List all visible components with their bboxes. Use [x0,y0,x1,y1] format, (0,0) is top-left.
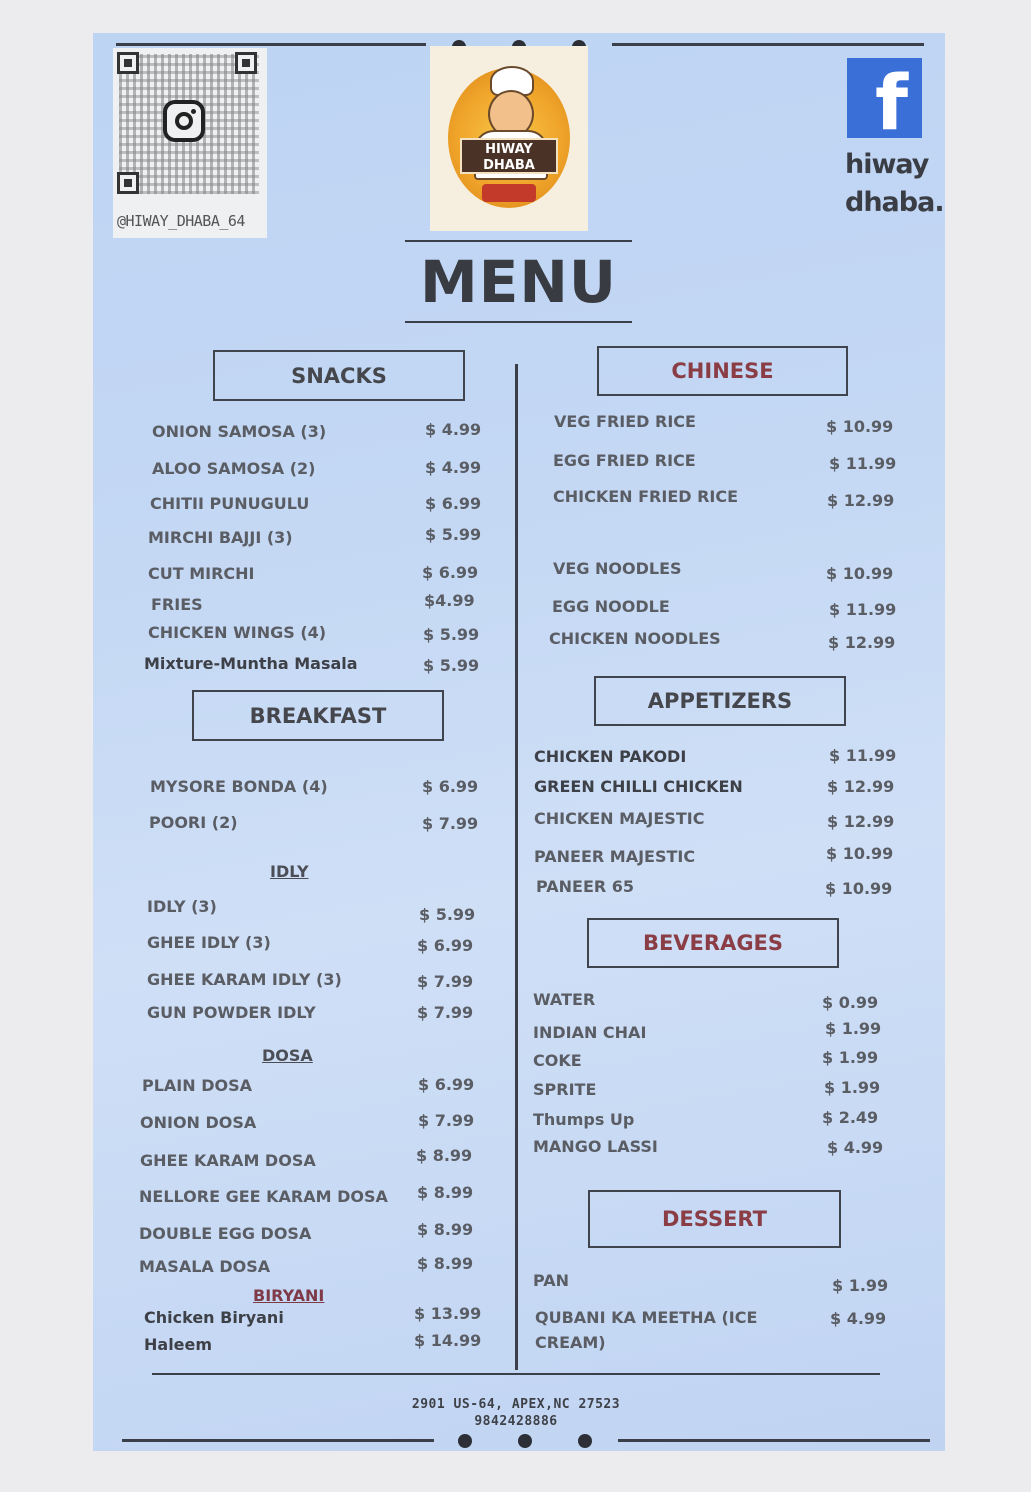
bottom-rule-right [618,1439,930,1442]
menu-item-name: CHICKEN MAJESTIC [534,809,705,828]
menu-item-name: PLAIN DOSA [142,1076,253,1095]
menu-item-name: WATER [533,990,596,1009]
menu-item-price: $ 1.99 [825,1019,882,1038]
menu-item-name: SPRITE [533,1080,597,1099]
menu-item-price: $ 12.99 [827,812,895,831]
menu-item-price: $ 10.99 [826,844,894,863]
address-line: 2901 US-64, APEX,NC 27523 [411,1397,621,1412]
bottom-rule-left [122,1439,434,1442]
section-title-breakfast: BREAKFAST [192,690,444,741]
menu-item-price: $ 5.99 [425,525,482,544]
footer-rule [152,1373,880,1375]
menu-item-name: GHEE KARAM DOSA [140,1151,316,1170]
menu-item-price: $ 4.99 [425,458,482,477]
menu-item-price: $ 1.99 [822,1048,879,1067]
menu-item-name: EGG NOODLE [552,597,670,616]
menu-item-price: $ 5.99 [423,656,480,675]
menu-item-price: $ 10.99 [826,564,894,583]
menu-item-name: PANEER MAJESTIC [534,847,696,866]
menu-item-price: $ 10.99 [826,417,894,436]
menu-item-price: $ 7.99 [418,1111,475,1130]
menu-item-name: MANGO LASSI [533,1137,658,1156]
logo-text-line1: HIWAY [485,142,533,157]
title-rule-bottom [405,321,632,323]
subsection-title-idly: IDLY [270,862,309,881]
menu-item-name: GUN POWDER IDLY [147,1003,316,1022]
menu-item-price: $ 4.99 [830,1309,887,1328]
menu-item-name: MASALA DOSA [139,1257,271,1276]
qr-finder-tr [235,52,257,74]
menu-item-name: QUBANI KA MEETHA (ICE CREAM) [535,1308,758,1352]
footer-address [380,1396,652,1430]
menu-item-price: $ 8.99 [416,1146,473,1165]
menu-item-price: $ 8.99 [417,1220,474,1239]
subsection-title-dosa: DOSA [262,1046,313,1065]
menu-item-name: Haleem [144,1335,213,1354]
menu-title: MENU [420,248,617,316]
menu-item-name: MYSORE BONDA (4) [150,777,328,796]
menu-item-name: INDIAN CHAI [533,1023,647,1042]
menu-item-name: PAN [533,1271,570,1290]
instagram-icon [163,100,205,142]
menu-item-price: $ 2.49 [822,1108,879,1127]
menu-item-price: $ 6.99 [422,777,479,796]
menu-item-price: $ 7.99 [417,1003,474,1022]
menu-item-name: IDLY (3) [147,897,217,916]
menu-item-name: Chicken Biryani [144,1308,284,1327]
facebook-icon[interactable]: f [847,58,922,138]
truck-icon [482,184,536,202]
qr-finder-bl [117,172,139,194]
menu-item-name: COKE [533,1051,582,1070]
bottom-dot-2 [518,1434,532,1448]
menu-item-name: Mixture-Muntha Masala [144,654,358,673]
facebook-line2: dhaba. [845,187,944,218]
menu-item-price: $ 14.99 [414,1331,482,1350]
logo-text-line2: DHABA [483,158,535,173]
menu-item-name: NELLORE GEE KARAM DOSA [139,1187,388,1206]
menu-item-name: CHICKEN FRIED RICE [553,487,739,506]
title-rule-top [405,240,632,242]
menu-item-name: CUT MIRCHI [148,564,255,583]
section-title-appetizers: APPETIZERS [594,676,846,726]
restaurant-logo [430,46,588,231]
menu-item-name: CHICKEN NOODLES [549,629,721,648]
menu-item-price: $ 12.99 [828,633,896,652]
column-divider [515,364,518,1370]
menu-item-name: VEG NOODLES [553,559,682,578]
menu-item-name: CHITII PUNUGULU [150,494,310,513]
menu-item-name: CHICKEN PAKODI [534,747,687,766]
menu-item-price: $ 11.99 [829,746,897,765]
logo-banner [460,138,558,174]
menu-item-price: $ 0.99 [822,993,879,1012]
menu-item-name: GHEE KARAM IDLY (3) [147,970,342,989]
bottom-dot-1 [458,1434,472,1448]
menu-item-price: $ 4.99 [827,1138,884,1157]
menu-item-name: DOUBLE EGG DOSA [139,1224,312,1243]
instagram-qr-code[interactable] [113,48,267,238]
menu-item-price: $ 1.99 [832,1276,889,1295]
menu-item-price: $ 7.99 [417,972,474,991]
menu-item-price: $ 4.99 [425,420,482,439]
top-rule-right [612,43,924,46]
bottom-dot-3 [578,1434,592,1448]
menu-item-price: $ 7.99 [422,814,479,833]
menu-item-price: $ 1.99 [824,1078,881,1097]
menu-item-name: ONION DOSA [140,1113,257,1132]
menu-item-price: $ 11.99 [829,600,897,619]
menu-item-price: $ 10.99 [825,879,893,898]
menu-item-price: $ 5.99 [423,625,480,644]
instagram-handle: @HIWAY_DHABA_64 [117,212,245,230]
menu-item-name: CHICKEN WINGS (4) [148,623,327,642]
qr-finder-tl [117,52,139,74]
facebook-page-name[interactable] [845,146,944,222]
menu-item-price: $ 5.99 [419,905,476,924]
menu-item-name: Thumps Up [533,1110,635,1129]
menu-item-name: ONION SAMOSA (3) [152,422,327,441]
menu-item-price: $ 6.99 [425,494,482,513]
section-title-beverages: BEVERAGES [587,918,839,968]
menu-item-price: $ 13.99 [414,1304,482,1323]
menu-item-name: MIRCHI BAJJI (3) [148,528,293,547]
subsection-title-biryani: BIRYANI [253,1286,325,1305]
menu-item-price: $ 6.99 [422,563,479,582]
menu-item-price: $ 6.99 [417,936,474,955]
menu-item-name: POORI (2) [149,813,238,832]
menu-item-price: $ 12.99 [827,777,895,796]
phone-line: 9842428886 [474,1414,558,1429]
menu-item-name: GREEN CHILLI CHICKEN [534,777,743,796]
menu-item-price: $ 8.99 [417,1183,474,1202]
menu-item-price: $ 8.99 [417,1254,474,1273]
section-title-snacks: SNACKS [213,350,465,401]
menu-item-price: $ 12.99 [827,491,895,510]
menu-item-name: GHEE IDLY (3) [147,933,271,952]
menu-item-name: PANEER 65 [536,877,635,896]
menu-item-price: $ 6.99 [418,1075,475,1094]
menu-item-name: FRIES [151,595,203,614]
menu-item-name: VEG FRIED RICE [554,412,696,431]
facebook-line1: hiway [845,149,929,180]
section-title-chinese: CHINESE [597,346,848,396]
section-title-dessert: DESSERT [588,1190,841,1248]
menu-item-name: ALOO SAMOSA (2) [152,459,316,478]
top-rule-left [116,43,426,46]
menu-item-name: EGG FRIED RICE [553,451,696,470]
menu-item-price: $4.99 [424,591,475,610]
menu-item-price: $ 11.99 [829,454,897,473]
